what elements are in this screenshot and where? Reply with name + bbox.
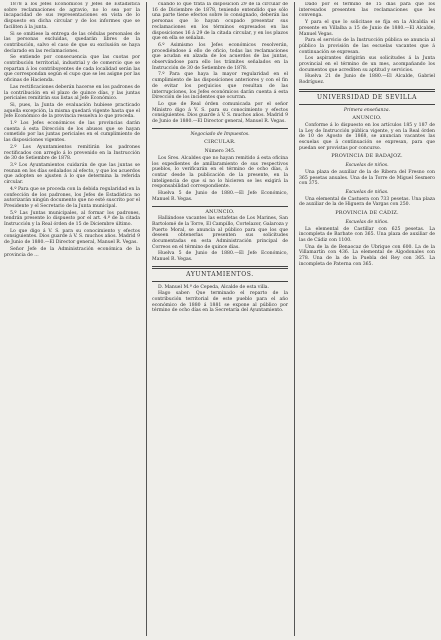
paragraph: 1878 á los Jefes Económicos y Jefes de Estadística sobre reclamaciones de agravio, no lo sea por la incapacidad de sus representaciones en vista de lo dispuesto en dicha circular y de los informes que se faciliten á la junta. xyxy=(4,2,140,30)
column-right xyxy=(299,2,435,636)
paragraph: cuando lo que trata la disposición 29 de la circular de 16 de Diciembre de 1878, teniendo entendido que sólo una parte tiene efectos sobre lo consignado, deberán las personas que lo hayan ocupado presentar sus reclamaciones en los términos expresados en las disposiciones 16 á 29 de la citada circular, y en los plazos que en ella se señalan. xyxy=(152,2,288,42)
paragraph: Una elemental de Castuera con 733 pesetas. Una plaza de auxiliar de la de Higuera de Vargas con 250. xyxy=(299,196,435,208)
signature: Huelva 5 de Junio de 1880.—El Jefe Económico, Manuel R. Vegas. xyxy=(152,191,288,202)
paragraph: 7.º Para que haya la mayor regularidad en el cumplimiento de las disposiciones anteriores y con el fin de evitar los perjuicios que resultan de las interrupciones, los Jefes económicos darán cuenta á esta Dirección de los incidentes que ocurran. xyxy=(152,72,288,101)
section-rule xyxy=(299,89,435,92)
section-heading: ANUNCIO. xyxy=(352,115,382,122)
section-rule xyxy=(152,281,288,282)
section-heading: CIRCULAR. xyxy=(204,139,236,146)
section-heading: ANUNCIO. xyxy=(205,208,235,215)
paragraph: Señor Jefe de la Administración económica de la provincia de ... xyxy=(4,246,140,258)
paragraph: La elemental de Castillar con 625 pesetas. La incompleta de Barbate con 365. Una plaza de auxiliar de las de Cádiz con 1100. xyxy=(299,226,435,243)
paragraph: Se entiende por consecuencia que las cuotas por contribución territorial, industrial y de comercio que se repartan á los contribuyentes de cada localidad serán las que correspondan según el cupo que se les asigne por las oficinas de Hacienda. xyxy=(4,55,140,84)
circular-number: Número 345. xyxy=(204,149,236,155)
paragraph: Lo que digo á V. S. para su conocimiento y efectos consiguientes. Dios guarde á V. S. muchos años. Madrid 9 de Junio de 1880.—El Director general, Manuel R. Vegas. xyxy=(4,228,140,246)
paragraph: Una de la de Benaocaz de Ubrique con 600. La de la Villamartín con 436. La elemental de Algodonales con 278. Una de la de la Puebla del Rey con 365. La incompleta de Paterna con 365. xyxy=(299,244,435,267)
section-heading: PROVINCIA DE CÁDIZ. xyxy=(335,210,399,217)
section-heading: Escuelas de niños. xyxy=(345,219,389,225)
paragraph: Hallándose vacantes las estafetas de Los Marines, San Bartolomé de la Torre, El Campillo, Cortelazor, Galaroza y Puerto Moral, se anuncia al público para que los que deseen obtenerlas presenten sus solicitudes documentadas en esta Administración principal de Correos en el término de quince días. xyxy=(152,216,288,250)
paragraph: Para el servicio de la Instrucción pública se anuncia al público la provisión de las escuelas vacantes que á continuación se expresan. xyxy=(299,38,435,55)
section-heading: Escuelas de niños. xyxy=(345,163,389,169)
paragraph: 1.º Los Jefes económicos de las provincias darán cuenta á esta Dirección de los abusos que se hayan cometido por las juntas periciales en el cumplimiento de las disposiciones vigentes. xyxy=(4,121,140,144)
paragraph: Lo que de Real órden comunicada por el señor Ministro digo á V. S. para su conocimiento y efectos consiguientes. Dios guarde á V. S. muchos años. Madrid 9 de Junio de 1880.—El Director general, Manuel R. Vegas. xyxy=(152,101,288,125)
section-heading: Primera enseñanza. xyxy=(343,107,391,113)
section-heading: AYUNTAMIENTOS. xyxy=(186,270,254,278)
paragraph: 2.º Los Ayuntamientos remitirán los padrones rectificados con arreglo á lo prevenido en la Instrucción de 30 de Setiembre de 1878. xyxy=(4,144,140,162)
paragraph: Dado por el término de 15 días para que los interesados presenten las reclamaciones que les convenga. xyxy=(299,2,435,19)
paragraph: D. Manuel M.ª de Cepeda, Alcalde de esta villa. xyxy=(158,284,269,290)
column-divider xyxy=(294,2,295,636)
column-left xyxy=(4,2,140,636)
section-heading: Escuelas de niñas. xyxy=(345,189,389,195)
section-rule xyxy=(152,206,288,207)
paragraph: 5.º Las Juntas municipales, al formar los padrones, tendrán presente lo dispuesto por el art. 4.º de la citada Instrucción y la Real órden de 15 de Diciembre último. xyxy=(4,210,140,228)
paragraph: Si, pues, la Junta de evaluación hubiese practicado aquella excepción, la misma quedará vigente hasta que el Jefe Económico de la provincia resuelva lo que proceda. xyxy=(4,102,140,120)
paragraph: Los Sres. Alcaldes que no hayan remitido á esta oficina los expedientes de amillaramiento de sus respectivos pueblos, lo verificarán en el término de ocho días, á contar desde la publicación de la presente, en la inteligencia de que si no lo hicieren se les exigirá la responsabilidad correspondiente. xyxy=(152,155,288,190)
paragraph: 4.º Para que se proceda con la debida regularidad en la confección de los padrones, los Jefes de Estadística no autorizarán ningún documento que no esté suscrito por el Presidente y el Secretario de la Junta municipal. xyxy=(4,186,140,209)
paragraph: 3.º Los Ayuntamientos cuidarán de que las juntas se reunan en los días señalados al efecto, y que los acuerdos que adopten se ajusten á lo que determina la referida circular. xyxy=(4,162,140,186)
paragraph: Las rectificaciones deberán hacerse en los padrones de la contribución en el plazo de quince días, y las juntas periciales remitirán sus listas al Jefe Económico. xyxy=(4,84,140,102)
section-heading: PROVINCIA DE BADAJOZ. xyxy=(331,153,403,160)
signature: Huelva 5 de Junio de 1880.—El Jefe Económico, Manuel R. Vegas. xyxy=(152,251,288,263)
section-heading: UNIVERSIDAD DE SEVILLA xyxy=(316,93,418,101)
paragraph: Hago saber: Que terminado el reparto de la contribución territorial de este pueblo para el año económico de 1880 á 1881 se expone al público por término de ocho días en la Secretaría del Ayuntamiento. xyxy=(152,291,288,314)
section-heading: Negociado de Impuestos. xyxy=(190,131,250,137)
column-middle xyxy=(152,2,288,636)
section-rule xyxy=(152,266,288,269)
paragraph: Y para el que lo solicitase se fija en la Alcaldía el presente en Villalba a 15 de Junio de 1880.—El Alcalde, Manuel Vegas. xyxy=(299,20,435,37)
paragraph: Los aspirantes dirigirán sus solicitudes á la Junta provincial en el término de un mes, acompañando los documentos que acrediten su aptitud y servicios. xyxy=(299,56,435,73)
paragraph: Si se omitiese la entrega de las cédulas personales de las personas excluidas, quedarán libres de la contribución, salvo el caso de que su exclusión se haya declarado en las reclamaciones. xyxy=(4,31,140,54)
column-divider xyxy=(146,2,147,636)
paragraph: Una plaza de auxiliar de la de Ribera del Fresno con 365 pesetas anuales. Una de la Torre de Miguel Sesmero con 375. xyxy=(299,169,435,187)
section-rule xyxy=(299,104,435,105)
signature: Huelva 21 de Junio de 1880.—El Alcalde, Gabriel Rodríguez. xyxy=(299,74,435,86)
section-rule xyxy=(152,128,288,129)
paragraph: 6.º Asimismo los Jefes económicos resolverán, procediéndose á ello de oficio, todas las reclamaciones que acudan en alzada de los acuerdos de las juntas, observándose para ello los trámites señalados en la Instrucción de 30 de Setiembre de 1878. xyxy=(152,42,288,71)
paragraph: Conforme á lo dispuesto en los artículos 185 y 187 de la Ley de Instrucción pública vigente, y en la Real órden de 10 de Agosto de 1868, se anuncian vacantes las escuelas que á continuación se expresan, para que puedan ser provistas por concurso. xyxy=(299,122,435,151)
